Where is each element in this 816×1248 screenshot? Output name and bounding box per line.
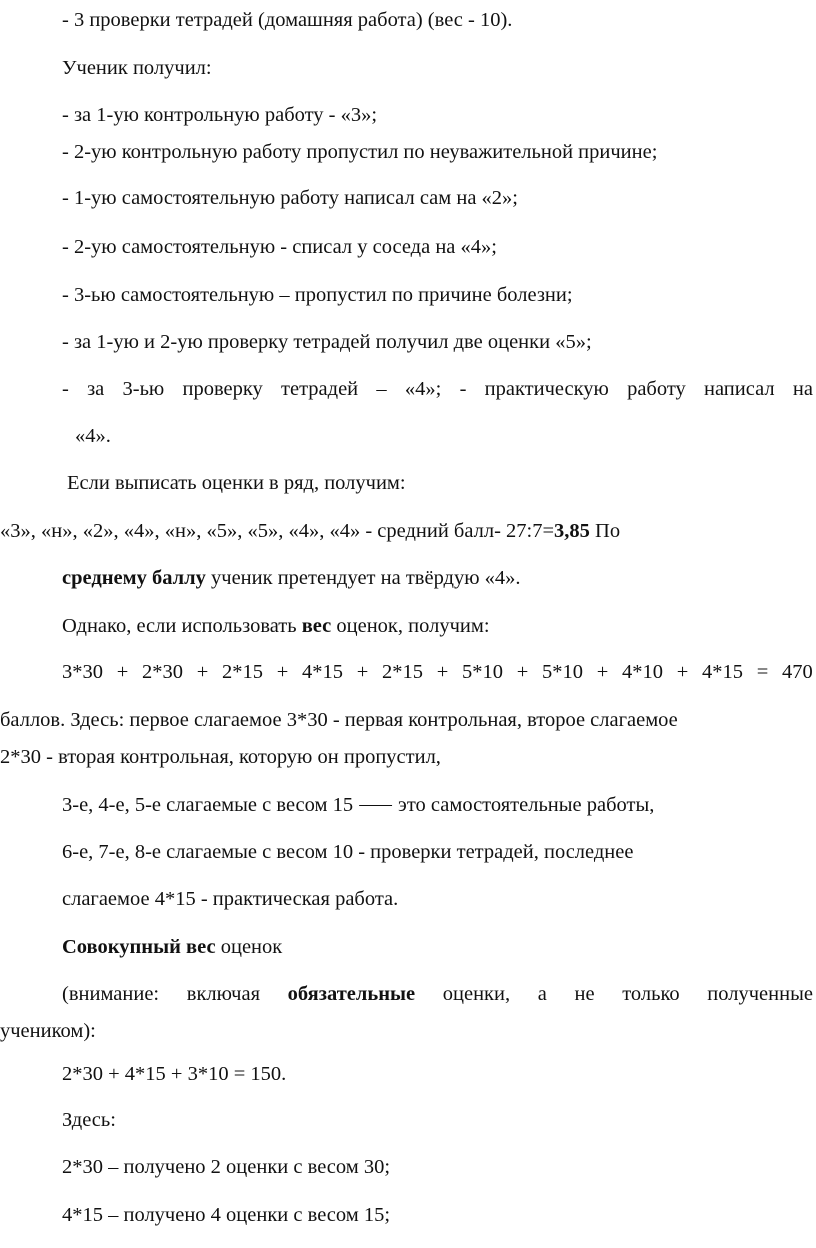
text-line: [0, 519, 620, 543]
bold-word: обязательные: [287, 983, 416, 1005]
text-line: Ученик получил:: [62, 57, 212, 79]
text-line: - 2-ую контрольную работу пропустил по неуважительной причине;: [62, 141, 658, 163]
term: 3*30: [62, 661, 103, 683]
word: проверку: [182, 378, 263, 400]
text-line: - 2-ую самостоятельную - списал у соседа на «4»;: [62, 236, 497, 258]
text-line: 3-е, 4-е, 5-е слагаемые с весом 15 ⸺ это самостоятельные работы,: [62, 794, 655, 816]
term: +: [276, 661, 289, 683]
text-line: 4*15 – получено 4 оценки с весом 15;: [62, 1204, 391, 1226]
text-line: [62, 566, 521, 590]
text-line: 6-е, 7-е, 8-е слагаемые с весом 10 - проверки тетрадей, последнее: [62, 841, 634, 863]
word: а: [537, 983, 547, 1005]
text-line: Если выписать оценки в ряд, получим:: [67, 472, 406, 494]
bold-phrase: Совокупный вес: [62, 936, 216, 958]
justified-line: [62, 982, 813, 1006]
term: 4*10: [622, 661, 663, 683]
word: тетрадей: [281, 378, 359, 400]
word: –: [376, 378, 387, 400]
text-line: «4».: [75, 425, 111, 447]
word: только: [622, 983, 680, 1005]
text-span: оценок, получим:: [331, 615, 490, 637]
word: на: [792, 378, 813, 400]
text-line: 2*30 – получено 2 оценки с весом 30;: [62, 1156, 391, 1178]
text-line: - 1-ую самостоятельную работу написал сам на «2»;: [62, 187, 519, 209]
text-line: учеником):: [0, 1020, 96, 1042]
text-line: - 3-ью самостоятельную – пропустил по причине болезни;: [62, 284, 573, 306]
text-line: - за 1-ую и 2-ую проверку тетрадей получил две оценки «5»;: [62, 331, 592, 353]
term: +: [356, 661, 369, 683]
average-score: 3,85: [554, 520, 590, 542]
text-span: ученик претендует на твёрдую «4».: [205, 567, 521, 589]
word: (внимание:: [62, 983, 160, 1005]
term: +: [516, 661, 529, 683]
word: включая: [186, 983, 261, 1005]
term: 5*10: [542, 661, 583, 683]
word: «4»;: [404, 378, 442, 400]
word: работу: [627, 378, 686, 400]
text-line: слагаемое 4*15 - практическая работа.: [62, 888, 399, 910]
text-line: - 3 проверки тетрадей (домашняя работа) (вес - 10).: [62, 9, 513, 31]
term: +: [596, 661, 609, 683]
word: полученные: [707, 983, 813, 1005]
text-span: Однако, если использовать: [62, 615, 302, 637]
text-span: По: [589, 520, 621, 542]
text-line: [62, 614, 490, 638]
term: 5*10: [462, 661, 503, 683]
formula-line: [62, 660, 813, 684]
text-span: «3», «н», «2», «4», «н», «5», «5», «4», «4» - средний балл- 27:7=: [0, 520, 555, 542]
term: +: [676, 661, 689, 683]
word: не: [574, 983, 595, 1005]
term: 470: [782, 661, 813, 683]
term: 2*15: [222, 661, 263, 683]
bold-phrase: вес: [301, 615, 332, 637]
term: +: [116, 661, 129, 683]
word: за: [87, 378, 105, 400]
word: -: [459, 378, 467, 400]
word: практическую: [484, 378, 609, 400]
term: 4*15: [702, 661, 743, 683]
term: 2*30: [142, 661, 183, 683]
text-span: оценок: [215, 936, 283, 958]
justified-line: [62, 377, 813, 401]
text-line: Здесь:: [62, 1109, 116, 1131]
word: оценки,: [442, 983, 511, 1005]
word: написал: [704, 378, 775, 400]
term: +: [196, 661, 209, 683]
word: -: [62, 378, 69, 400]
text-line: [62, 935, 282, 959]
bold-phrase: среднему баллу: [62, 567, 206, 589]
word: 3-ью: [122, 378, 165, 400]
text-line: - за 1-ую контрольную работу - «3»;: [62, 104, 378, 126]
term: +: [436, 661, 449, 683]
term: =: [756, 661, 769, 683]
term: 4*15: [302, 661, 343, 683]
text-line: 2*30 + 4*15 + 3*10 = 150.: [62, 1063, 287, 1085]
text-line: 2*30 - вторая контрольная, которую он пропустил,: [0, 746, 441, 768]
text-line: баллов. Здесь: первое слагаемое 3*30 - первая контрольная, второе слагаемое: [0, 709, 678, 731]
term: 2*15: [382, 661, 423, 683]
